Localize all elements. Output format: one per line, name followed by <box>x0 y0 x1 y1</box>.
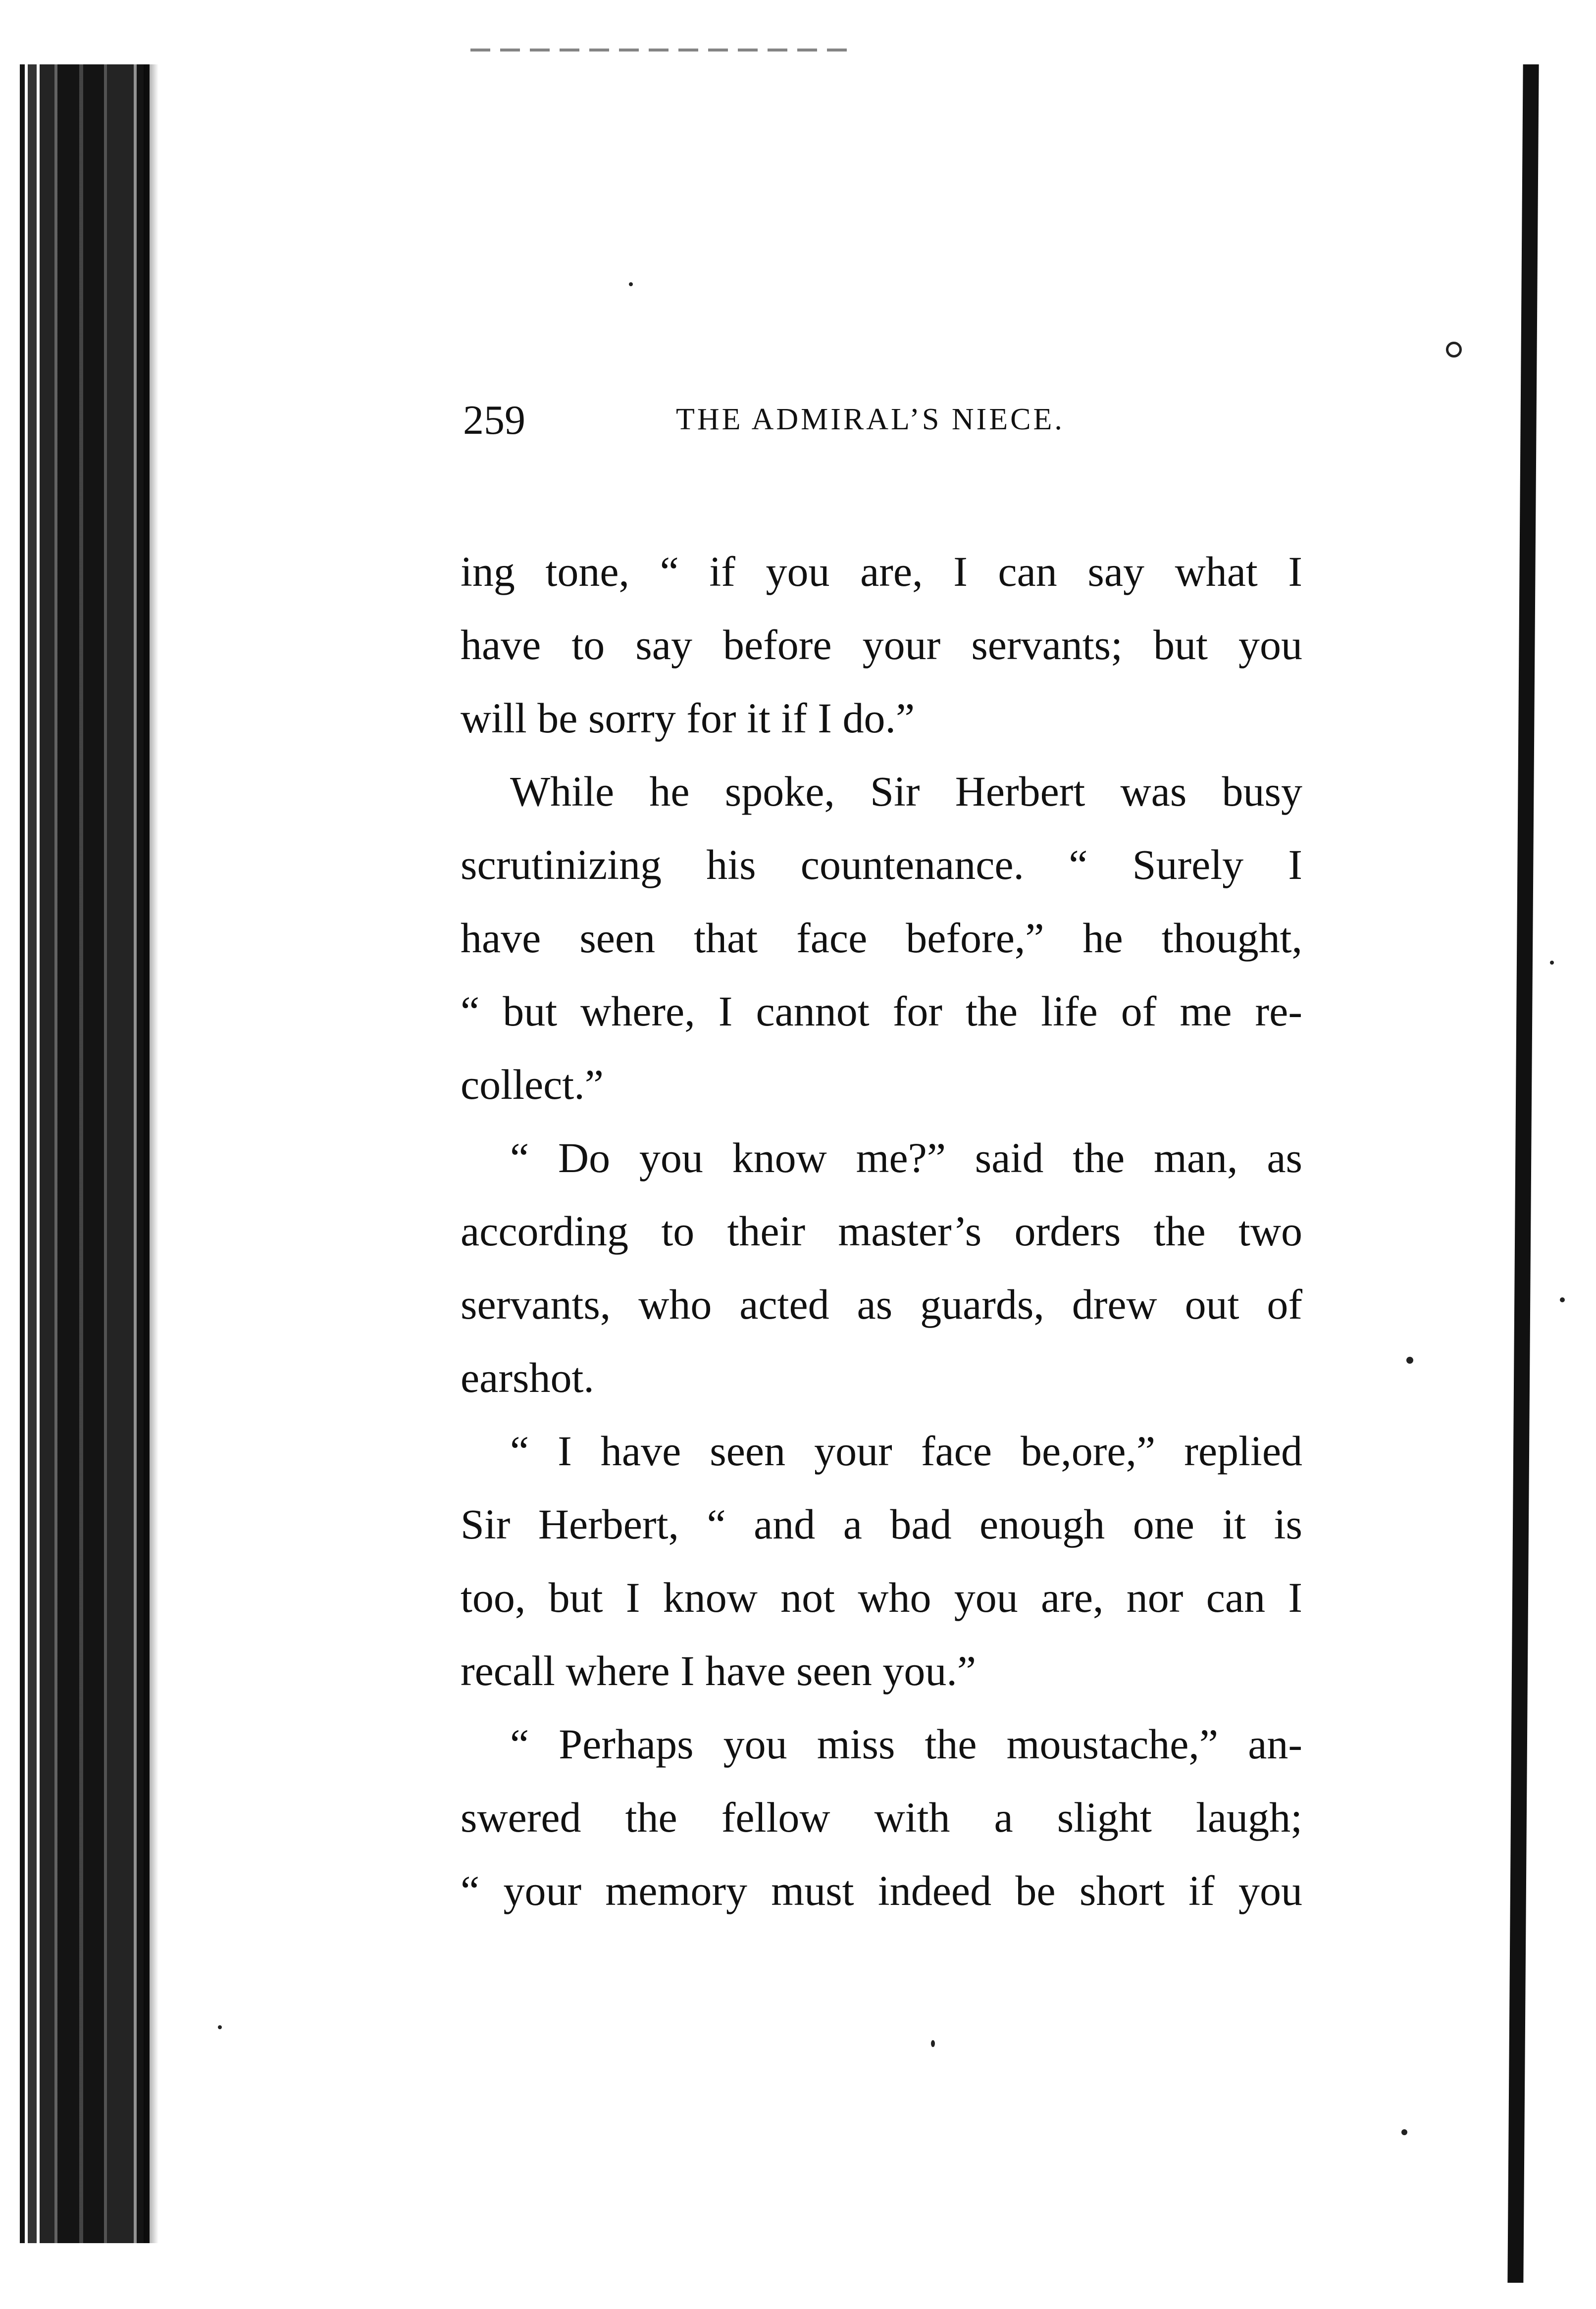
page-header <box>463 396 1305 446</box>
text-line: have seen that face before,” he thought, <box>461 914 1302 962</box>
running-title: THE ADMIRAL’S NIECE. <box>676 403 1065 436</box>
top-scan-mark <box>470 49 847 51</box>
binding-gutter <box>20 64 154 2243</box>
scan-speck <box>1446 342 1462 358</box>
text-line: collect.” <box>461 1061 604 1108</box>
text-line: “ but where, I cannot for the life of me re- <box>461 987 1302 1035</box>
text-line: will be sorry for it if I do.” <box>461 694 915 742</box>
body-text <box>461 535 1302 1927</box>
text-line: “ your memory must indeed be short if you <box>461 1867 1302 1914</box>
gutter-shadow <box>144 64 158 2243</box>
text-line: scrutinizing his countenance. “ Surely I <box>461 841 1302 888</box>
text-line: ing tone, “ if you are, I can say what I <box>461 548 1302 595</box>
scan-speck <box>629 282 633 286</box>
text-line: swered the fellow with a slight laugh; <box>461 1794 1302 1841</box>
text-line: recall where I have seen you.” <box>461 1647 976 1694</box>
text-line: “ I have seen your face be,ore,” replied <box>510 1427 1302 1475</box>
text-line: “ Perhaps you miss the moustache,” an- <box>510 1720 1302 1768</box>
scan-speck <box>1560 1297 1565 1302</box>
scan-speck <box>218 2025 222 2029</box>
page-number: 259 <box>463 397 525 443</box>
scan-speck <box>1401 2129 1407 2135</box>
text-line: servants, who acted as guards, drew out of <box>461 1281 1302 1328</box>
scan-speck <box>1406 1357 1413 1364</box>
text-line: “ Do you know me?” said the man, as <box>510 1134 1302 1181</box>
text-line: too, but I know not who you are, nor can I <box>461 1574 1302 1621</box>
text-line: earshot. <box>461 1354 594 1401</box>
text-line: While he spoke, Sir Herbert was busy <box>510 768 1302 815</box>
text-line: according to their master’s orders the two <box>461 1207 1302 1255</box>
page-right-edge <box>1507 64 1539 2283</box>
text-line: have to say before your servants; but you <box>461 621 1302 668</box>
scan-speck <box>1550 961 1554 965</box>
text-line: Sir Herbert, “ and a bad enough one it is <box>461 1500 1302 1548</box>
scan-speck <box>931 2040 935 2047</box>
